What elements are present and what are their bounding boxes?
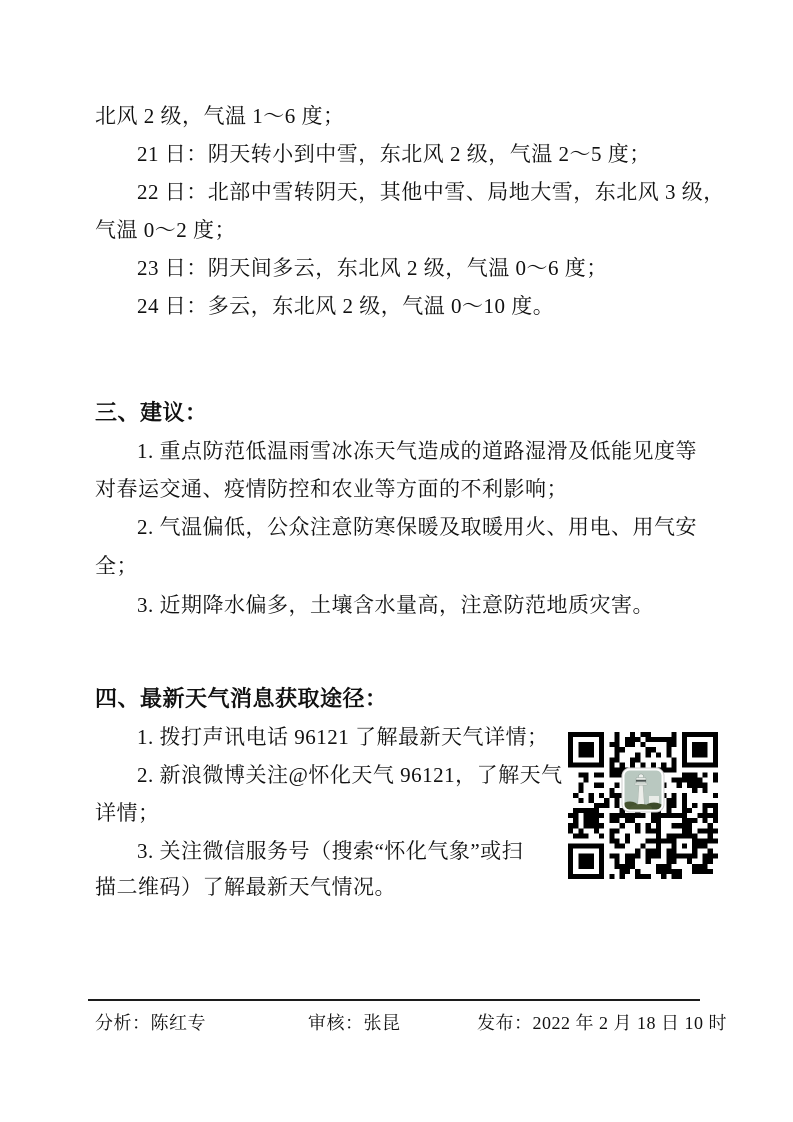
footer-release-time: 发布：2022 年 2 月 18 日 10 时 [477, 1013, 727, 1033]
wechat-qr-code [568, 732, 718, 879]
footer-divider [88, 999, 700, 1001]
channel-line: 1. 拨打声讯电话 96121 了解最新天气详情； [137, 725, 549, 749]
forecast-line: 22 日：北部中雪转阴天，其他中雪、局地大雪，东北风 3 级， [137, 180, 725, 204]
suggestion-line: 对春运交通、疫情防控和农业等方面的不利影响； [95, 477, 568, 501]
channel-line: 描二维码）了解最新天气情况。 [95, 875, 396, 899]
suggestion-line: 2. 气温偏低，公众注意防寒保暖及取暖用火、用电、用气安 [137, 515, 697, 539]
weather-tower-icon [621, 767, 665, 813]
channel-line: 3. 关注微信服务号（搜索“怀化气象”或扫 [137, 839, 524, 863]
suggestion-line: 1. 重点防范低温雨雪冰冻天气造成的道路湿滑及低能见度等 [137, 439, 697, 463]
forecast-line: 北风 2 级，气温 1～6 度； [95, 104, 345, 128]
channels-heading: 四、最新天气消息获取途径： [95, 686, 388, 711]
forecast-line: 23 日：阴天间多云，东北风 2 级，气温 0～6 度； [137, 256, 608, 280]
qr-center-logo-tower-image [621, 767, 665, 813]
footer-analyst: 分析：陈红专 [95, 1013, 206, 1033]
suggestion-line: 全； [95, 554, 138, 578]
footer-reviewer: 审核：张昆 [308, 1013, 401, 1033]
suggestion-line: 3. 近期降水偏多，土壤含水量高，注意防范地质灾害。 [137, 593, 654, 617]
channel-line: 详情； [95, 801, 160, 825]
forecast-line: 24 日：多云，东北风 2 级，气温 0～10 度。 [137, 294, 555, 318]
forecast-line: 21 日：阴天转小到中雪，东北风 2 级，气温 2～5 度； [137, 142, 651, 166]
suggestions-heading: 三、建议： [95, 400, 208, 425]
channel-line: 2. 新浪微博关注@怀化天气 96121，了解天气 [137, 763, 563, 787]
forecast-line: 气温 0～2 度； [95, 218, 236, 242]
